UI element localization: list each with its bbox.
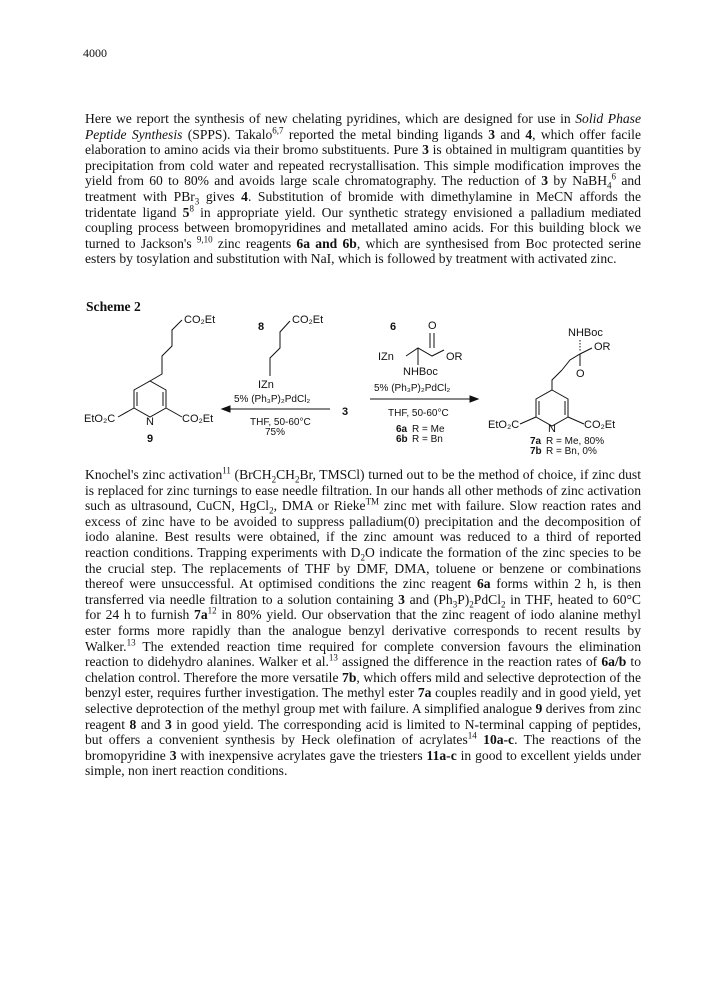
r-6a-text: R = Me — [412, 424, 445, 435]
co2et-label-left: CO₂Et — [184, 314, 216, 326]
scheme-label: Scheme 2 — [86, 299, 141, 314]
co2et-label-8: CO₂Et — [292, 314, 324, 326]
results-paragraph: Knochel's zinc activation$^{11}$ ($BrCH_2CH_2Br$, TMSCl) turned out to be the method of choice, if zinc dust is replaced for zinc turnings to ease needle filtration. In our hands all other methods of zinc activation such as ultrasound, CuCN, HgCl$_2$, DMA or Rieke™ zinc met with failure. Slow reaction rates and excess of zinc have to be avoided to suppress palladium(0) precipitation and the decomposition of iodo alanine. Best results were obtained, if the zinc amount was reduced to a third of reported reaction conditions. Trapping experiments with $D_2O$ indicate the formation of the zinc species to be the crucial step. The replacements of THF by DMF, DMA, toluene or benzene or combinations thereof were unsuccessful. At optimised conditions the zinc reagent 6a forms within 2 h, is then transferred via needle filtration to a solution containing 3 and $(Ph_3P)_2PdCl_2$ in THF, heated to 60°C for 24 h to furnish $7a^{12}$ in 80% yield. Our observation that the zinc reagent of iodo alanine methyl ester forms more rapidly than the analogue benzyl derivative corresponds to recent results by Walker.$^{13}$ The extended reaction time required for complete conversion favours the elimination reaction to didehydro alanines. Walker et al.$^{13}$ assigned the difference in the reaction rates of 6a/b to chelation control. Therefore the more versatile 7b, which offers mild and selective deprotection of the benzyl ester, requires further investigation. The methyl ester 7a couples readily and in good yield, yet selective deprotection of the methyl group met with failure. A simplified analogue 9 derives from zinc reagent 8 and 3 in good yield. The corresponding acid is limited to N-terminal capping of peptides, but offers a convenient synthesis by Heck olefination of acrylates$^{14}$ 10a-c. The reactions of the bromopyridine 3 with inexpensive acrylates gave the triesters 11a-c in good to excellent yields under simple, non inert reaction conditions. — [85, 465, 642, 779]
compound-9-label: 9 — [147, 433, 154, 445]
pyridine-n-left: N — [146, 416, 154, 428]
conditions-right: THF, 50-60°C — [388, 408, 449, 419]
eto2c-label-right: EtO₂C — [488, 419, 520, 431]
r-7b-text: R = Bn, 0% — [546, 446, 597, 457]
eto2c-label-left: EtO₂C — [84, 413, 116, 425]
carbonyl-o-7: O — [576, 368, 585, 380]
pyridine-n-right: N — [548, 423, 556, 435]
intro-paragraph: Here we report the synthesis of new chelating pyridines, which are designed for use in Solid Phase Peptide Synthesis (SPPS). Takalo$^{6,7}$ reported the metal binding ligands 3 and 4, which offer facile elaboration to amino acids via their bromo substituents. Pure 3 is obtained in multigram quantities by precipitation from cold water and repeated recrystallisation. This simple modification improves the yield from 60 to 80% and avoids large scale chromatography. The reduction of 3 by NaBH$_4^6$ and treatment with PBr$_3$ gives 4. Substitution of bromide with dimethylamine in MeCN affords the tridentate ligand $5^8$ in appropriate yield. Our synthetic strategy envisioned a palladium mediated coupling process between bromopyridines and metallated amino acids. For this building block we turned to Jackson's $^{9,10}$ zinc reagents 6a and 6b, which are synthesised from Boc protected serine esters by tosylation and substitution with NaI, which is followed by treatment with activated zinc. — [85, 111, 641, 267]
r-7a-label: 7a — [530, 436, 542, 447]
compound-8-structure — [222, 314, 330, 438]
or-label-7: OR — [594, 341, 611, 353]
carbonyl-o-6: O — [428, 320, 437, 332]
nhboc-label-6: NHBoc — [403, 366, 438, 378]
nhboc-label-7: NHBoc — [568, 327, 603, 339]
or-label-6: OR — [446, 351, 463, 363]
r-6b-text: R = Bn — [412, 434, 443, 445]
yield-left: 75% — [265, 427, 286, 438]
page-number: 4000 — [83, 46, 107, 60]
compound-3-label: 3 — [342, 406, 349, 418]
compound-8-label: 8 — [258, 321, 265, 333]
reaction-scheme — [70, 308, 660, 458]
compound-9-structure — [84, 314, 215, 445]
co2et-ester-left: CO₂Et — [182, 413, 214, 425]
conditions-left: THF, 50-60°C — [250, 417, 311, 428]
compound-7-structure — [488, 327, 615, 457]
r-7b-label: 7b — [530, 446, 542, 457]
catalyst-right: 5% (Ph₃P)₂PdCl₂ — [374, 383, 451, 394]
catalyst-left: 5% (Ph₃P)₂PdCl₂ — [234, 394, 311, 405]
r-6a-label: 6a — [396, 424, 408, 435]
r-7a-text: R = Me, 80% — [546, 436, 605, 447]
izn-label-8: IZn — [258, 379, 274, 391]
compound-6-structure — [370, 320, 478, 445]
izn-label-6: IZn — [378, 351, 394, 363]
r-6b-label: 6b — [396, 434, 408, 445]
compound-6-label: 6 — [390, 321, 397, 333]
co2et-ester-right: CO₂Et — [584, 419, 616, 431]
